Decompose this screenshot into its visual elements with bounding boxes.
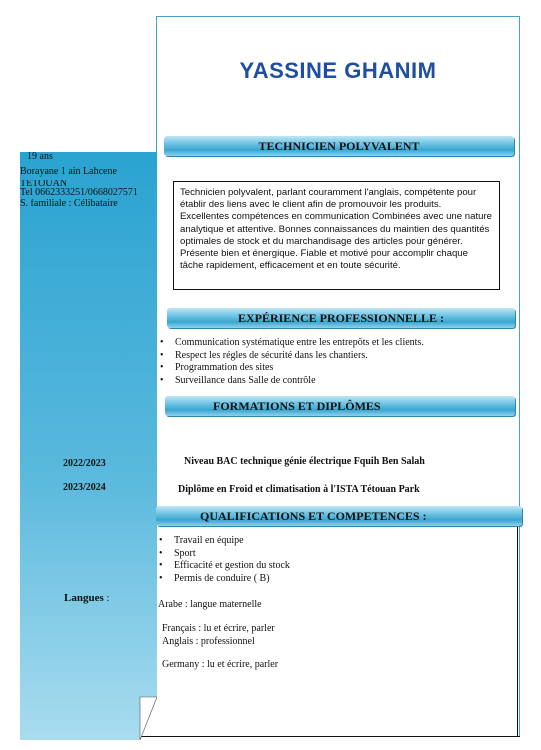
language-item: Français : lu et écrire, parler (162, 623, 275, 634)
qualifications-list (159, 535, 290, 585)
marital-status-text: S. familiale : Célibataire (20, 198, 118, 209)
candidate-name: YASSINE GHANIM (239, 58, 437, 83)
sidebar-info (20, 152, 157, 209)
phone-text: Tel 0662333251/0668027571 (20, 188, 138, 198)
languages-label-colon: : (106, 593, 110, 604)
job-title-banner (164, 136, 514, 156)
experience-list (160, 337, 424, 387)
frame-left-line (156, 16, 157, 152)
experience-banner (167, 308, 515, 328)
list-item: • Permis de conduire ( B) (159, 573, 290, 586)
formation-title: Diplôme en Froid et climatisation à l'ISTA Tétouan Park (178, 484, 420, 495)
formation-year: 2022/2023 (63, 458, 106, 469)
qualifications-banner (156, 506, 522, 526)
language-item: Germany : lu et écrire, parler (162, 659, 279, 670)
city-text: TETOUAN (20, 180, 68, 188)
profile-summary: Technicien polyvalent, parlant couramment l'anglais, compétente pour établir des liens avec le client afin de promouvoir les produits. Excellentes compétences en communication Combinées avec une nature analytique et attentive. Bonnes connaissances du maintien des quantités optimales de stock et du marchandisage des articles pour générer. Présente bien et énergique. Fiable et motivé pour accomplir chaque tâche rapidement, efficacement et en toute sécurité. (173, 181, 500, 290)
frame-top-line (156, 16, 520, 17)
language-item: Anglais : professionnel (162, 636, 255, 647)
list-item: • Programmation des sites (160, 362, 424, 375)
age-text: 19 ans (27, 152, 53, 162)
job-title: TECHNICIEN POLYVALENT (258, 138, 420, 153)
list-item: • Communication systématique entre les entrepôts et les clients. (160, 337, 424, 350)
list-item: • Sport (159, 548, 290, 561)
list-item: • Surveillance dans Salle de contrôle (160, 375, 424, 388)
formations-banner (165, 396, 515, 416)
languages-label-text: Langues (64, 592, 104, 604)
formations-heading: FORMATIONS ET DIPLÔMES (213, 398, 381, 413)
language-item: Arabe : langue maternelle (158, 599, 262, 610)
qualifications-heading: QUALIFICATIONS ET COMPETENCES : (200, 508, 427, 523)
formation-year: 2023/2024 (63, 482, 106, 493)
frame-right-line (519, 16, 520, 736)
list-item: • Respect les régles de sécurité dans les chantiers. (160, 350, 424, 363)
frame-right-lower-line (517, 526, 518, 736)
formation-title: Niveau BAC technique génie électrique Fquih Ben Salah (184, 456, 425, 467)
experience-heading: EXPÉRIENCE PROFESSIONNELLE : (237, 310, 445, 325)
frame-bottom-line (140, 736, 520, 737)
list-item: • Efficacité et gestion du stock (159, 560, 290, 573)
languages-label (64, 592, 109, 604)
sidebar-panel (20, 152, 157, 740)
address-text: Borayane 1 ain Lahcene (20, 166, 117, 177)
list-item: • Travail en équipe (159, 535, 290, 548)
